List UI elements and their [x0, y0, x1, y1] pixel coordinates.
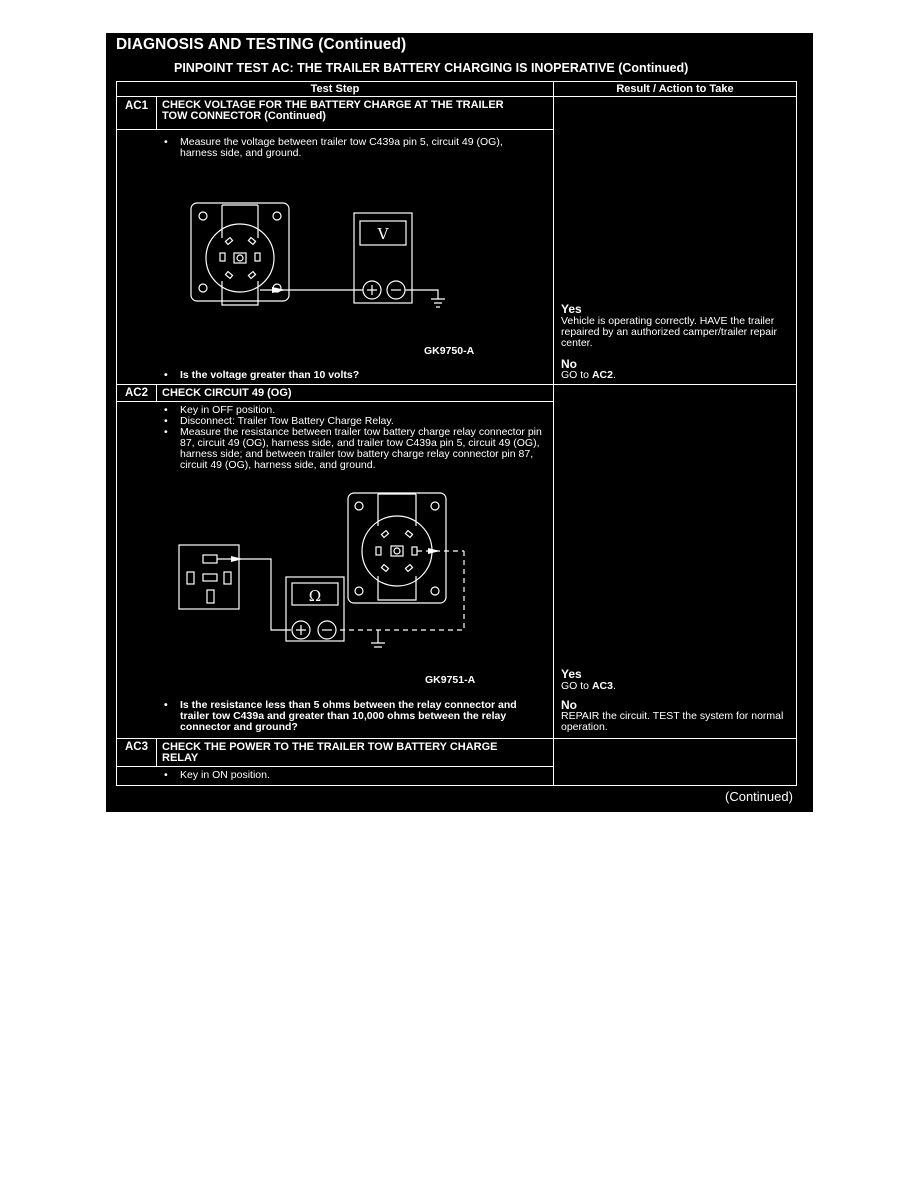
- step-title-ac3: CHECK THE POWER TO THE TRAILER TOW BATTERY CHARGE RELAY: [162, 742, 498, 764]
- ac3-instructions: [162, 770, 542, 781]
- ac2-yes-target-step: AC3: [591, 680, 613, 692]
- ac3-bullet-1: • Key in ON position.: [162, 770, 542, 781]
- section-title: DIAGNOSIS AND TESTING (Continued): [116, 36, 407, 53]
- column-header-result: Result / Action to Take: [616, 83, 734, 95]
- step-id-ac3: AC3: [124, 741, 148, 753]
- ac1-yes-action: Vehicle is operating correctly. HAVE the trailer repaired by an authorized camper/trailer repair center.: [561, 315, 777, 349]
- continued-label: (Continued): [725, 789, 793, 804]
- ac1-no-target-step: AC2: [591, 369, 613, 381]
- ac1-voltmeter-diagram: [186, 193, 466, 313]
- ac1-no-action: [561, 370, 789, 381]
- ac2-bullet-1: • Key in OFF position.: [162, 405, 542, 416]
- ac1-no-action-suffix: .: [612, 369, 616, 381]
- ac2-question-list: [162, 700, 542, 733]
- ac1-question-list: [162, 370, 542, 381]
- ac1-question: • Is the voltage greater than 10 volts?: [162, 370, 542, 381]
- ac1-yes-label: Yes: [561, 302, 582, 316]
- ac2-yes-label: Yes: [561, 667, 582, 681]
- ac2-yes-action-suffix: .: [612, 680, 616, 692]
- ac1-instructions: [162, 137, 542, 159]
- step-id-ac1: AC1: [124, 100, 148, 112]
- ac2-bullet-3: • Measure the resistance between trailer tow battery charge relay connector pin 87, circuit 49 (OG), harness side, and trailer tow C439a pin 5, circuit 49 (OG), harness side; and between trailer tow battery charge relay connector pin 87, circuit 49 (OG), harness side, and ground.: [162, 427, 542, 471]
- ac1-no-action-prefix: GO to: [561, 369, 592, 381]
- pinpoint-test-title: PINPOINT TEST AC: THE TRAILER BATTERY CHARGING IS INOPERATIVE (Continued): [174, 61, 689, 75]
- ac2-ohmmeter-diagram: [176, 488, 476, 648]
- ac1-bullet-1: • Measure the voltage between trailer tow C439a pin 5, circuit 49 (OG), harness side, and ground.: [162, 137, 542, 159]
- ac2-question: • Is the resistance less than 5 ohms between the relay connector and trailer tow C439a and greater than 10,000 ohms between the relay connector and ground?: [162, 700, 542, 733]
- ac1-figure-label: GK9750-A: [424, 345, 475, 357]
- ac2-yes-action: [561, 681, 789, 692]
- step-id-ac2: AC2: [124, 387, 148, 399]
- voltmeter-symbol: V: [377, 225, 389, 243]
- ac2-instructions: [162, 405, 542, 471]
- step-title-ac2: CHECK CIRCUIT 49 (OG): [162, 387, 292, 399]
- ac1-no-label: No: [561, 357, 577, 371]
- step-title-ac1: CHECK VOLTAGE FOR THE BATTERY CHARGE AT THE TRAILER TOW CONNECTOR (Continued): [162, 99, 504, 122]
- ohmmeter-symbol: Ω: [308, 587, 322, 605]
- ac2-figure-label: GK9751-A: [425, 674, 476, 686]
- column-header-test-step: Test Step: [310, 83, 360, 95]
- ac2-yes-action-prefix: GO to: [561, 680, 592, 692]
- ac2-no-label: No: [561, 698, 577, 712]
- ac2-no-action: REPAIR the circuit. TEST the system for normal operation.: [561, 710, 784, 733]
- manual-page: [106, 33, 813, 812]
- ac2-bullet-2: • Disconnect: Trailer Tow Battery Charge Relay.: [162, 416, 542, 427]
